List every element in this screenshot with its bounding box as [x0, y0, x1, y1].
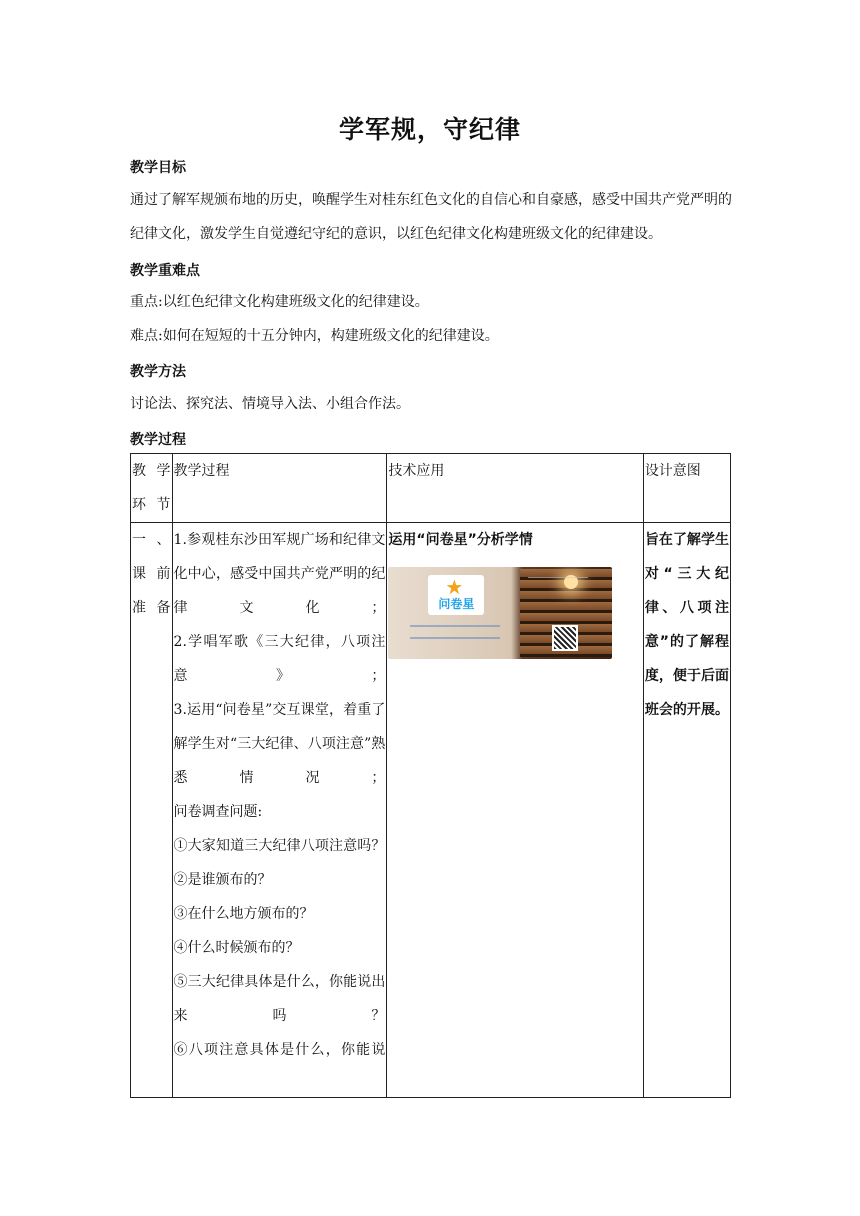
- wenjuanxing-screenshot: [388, 567, 612, 659]
- survey-question-2: ②是谁颁布的？: [173, 872, 272, 888]
- process-heading: 教学过程: [130, 432, 186, 448]
- url-lines: [410, 625, 500, 639]
- wenjuanxing-logo: [428, 575, 484, 615]
- survey-question-3: ③在什么地方颁布的？: [173, 906, 314, 922]
- star-icon: ★: [445, 575, 464, 599]
- survey-question-4: ④什么时候颁布的？: [173, 940, 300, 956]
- method-heading: 教学方法: [130, 364, 186, 380]
- header-process: 教学过程: [172, 454, 387, 523]
- key-difficult-heading: 教学重难点: [130, 263, 200, 279]
- table-row: [131, 523, 731, 1098]
- teaching-process-table: [130, 453, 731, 1098]
- tech-text: 运用“问卷星”分析学情: [388, 532, 533, 548]
- survey-heading: 问卷调查问题:: [173, 804, 263, 820]
- process-step-1: 1.参观桂东沙田军规广场和纪律文化中心，感受中国共产党严明的纪律文化；: [173, 532, 386, 616]
- survey-question-5: ⑤三大纪律具体是什么，你能说出来吗？: [173, 974, 386, 1024]
- table-header-row: [131, 454, 731, 523]
- header-tech: 技术应用: [387, 454, 643, 523]
- header-intent: 设计意图: [643, 454, 730, 523]
- process-step-2: 2.学唱军歌《三大纪律，八项注意》；: [173, 634, 386, 684]
- survey-question-1: ①大家知道三大纪律八项注意吗？: [173, 838, 386, 854]
- document-title: 学军规，守纪律: [338, 115, 521, 144]
- process-cell: [172, 523, 387, 1098]
- tech-cell: [387, 523, 643, 1098]
- intent-cell: 旨在了解学生对“三大纪律、八项注意”的了解程度，便于后面班会的开展。: [643, 523, 730, 1098]
- key-point-text: 重点:以红色纪律文化构建班级文化的纪律建设。: [130, 294, 429, 310]
- goals-text: 通过了解军规颁布地的历史，唤醒学生对桂东红色文化的自信心和自豪感，感受中国共产党严明的纪律文化，激发学生自觉遵纪守纪的意识，以红色纪律文化构建班级文化的纪律建设。: [130, 192, 732, 242]
- stage-cell: 一、课前准备: [131, 523, 173, 1098]
- goals-heading: 教学目标: [130, 160, 186, 176]
- header-stage: 教学环节: [131, 454, 173, 523]
- qr-code-icon: [552, 625, 578, 651]
- process-step-3: 3.运用“问卷星”交互课堂，着重了解学生对“三大纪律、八项注意”熟悉情况；: [173, 702, 386, 786]
- difficult-point-text: 难点:如何在短短的十五分钟内，构建班级文化的纪律建设。: [130, 328, 499, 344]
- survey-question-6: ⑥八项注意具体是什么，你能说: [173, 1042, 386, 1058]
- caption-line: [528, 577, 588, 584]
- logo-text: 问卷星: [438, 597, 475, 611]
- method-text: 讨论法、探究法、情境导入法、小组合作法。: [130, 396, 410, 412]
